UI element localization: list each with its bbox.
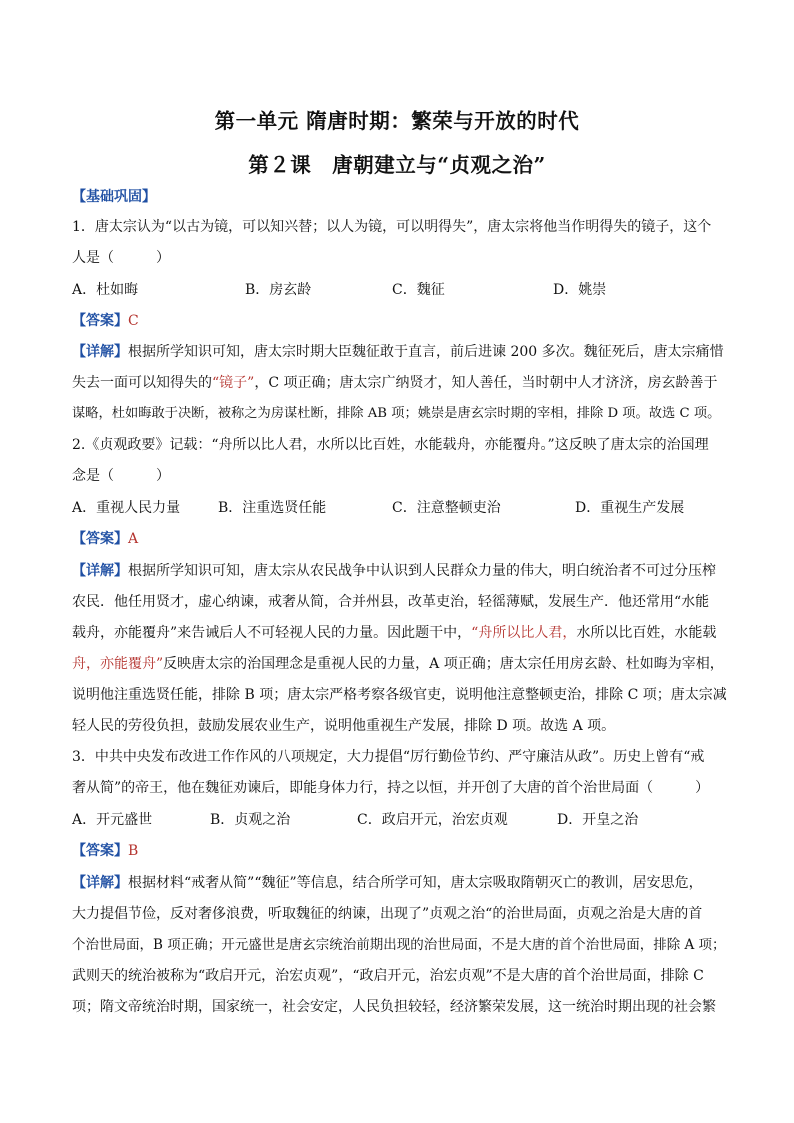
q2-detail-line-4: 舟，亦能覆舟”反映唐太宗的治国理念是重视人民的力量，A 项正确；唐太宗任用房玄龄、杜如晦为宰相， xyxy=(72,656,724,672)
q2-option-b: B．注重选贤任能 xyxy=(218,500,327,516)
q3-detail-line-1: 【详解】根据材料“戒奢从简”“魏征”等信息，结合所学可知，唐太宗吸取隋朝灭亡的教训，居安思危， xyxy=(72,875,703,891)
q1-answer xyxy=(72,310,732,332)
q3-stem-line-2: 奢从简”的帝王，他在魏征劝谏后，即能身体力行，持之以恒，并开创了大唐的首个治世局面（ ） xyxy=(72,780,710,796)
q2-stem-line-2: 念是（ ） xyxy=(72,468,170,484)
detail-tag: 【详解】 xyxy=(72,563,128,579)
answer-value: C xyxy=(128,313,139,329)
q1-stem-line-2: 人是（ ） xyxy=(72,250,170,266)
q1-option-b: B．房玄龄 xyxy=(245,282,312,298)
lesson-title: 第２课 唐朝建立与“贞观之治” xyxy=(248,153,546,177)
q2-option-d: D．重视生产发展 xyxy=(575,500,685,516)
q2-detail-line-1: 【详解】根据所学知识可知，唐太宗从农民战争中认识到人民群众力量的伟大，明白统治者不可过分压榨 xyxy=(72,563,716,579)
q3-detail-line-3: 个治世局面，B 项正确；开元盛世是唐玄宗统治前期出现的治世局面，不是大唐的首个治世局面，排除 A 项； xyxy=(72,937,726,953)
q2-detail-line-5: 说明他注重选贤任能，排除 B 项；唐太宗严格考察各级官吏，说明他注意整顿吏治，排除 C 项；唐太宗减 xyxy=(72,687,727,703)
q2-detail-line-2: 农民．他任用贤才，虚心纳谏，戒奢从简，合并州县，改革吏治，轻徭薄赋，发展生产．他还常用“水能 xyxy=(72,594,710,610)
highlight-text: 舟，亦能覆舟” xyxy=(72,656,164,672)
answer-tag: 【答案】 xyxy=(72,531,128,547)
q1-detail-line-3: 谋略，杜如晦敢于决断，被称之为房谋杜断，排除 AB 项；姚崇是唐玄宗时期的宰相，排除 D 项。故选 C 项。 xyxy=(72,406,721,421)
q3-answer xyxy=(72,840,732,862)
answer-tag: 【答案】 xyxy=(72,843,128,859)
answer-value: B xyxy=(128,843,139,859)
q3-stem-line-1: 3．中共中央发布改进工作作风的八项规定，大力提倡“厉行勤俭节约、严守廉洁从政”。历史上曾有“戒 xyxy=(72,749,705,765)
q3-detail-line-2: 大力提倡节俭，反对奢侈浪费，听取魏征的纳谏，出现了”贞观之治“的治世局面，贞观之治是大唐的首 xyxy=(72,906,703,922)
detail-tag: 【详解】 xyxy=(72,344,128,360)
q1-option-d: D．姚崇 xyxy=(553,282,607,298)
q2-option-a: A．重视人民力量 xyxy=(72,500,181,516)
answer-value: A xyxy=(128,531,139,547)
highlight-text: “舟所以比人君， xyxy=(471,625,577,641)
q1-option-c: C．魏征 xyxy=(392,282,445,298)
q3-option-c: C．政启开元，治宏贞观 xyxy=(357,812,508,828)
section-tag: 【基础巩固】 xyxy=(72,189,156,205)
q2-option-c: C．注意整顿吏治 xyxy=(392,500,501,516)
unit-title: 第一单元 隋唐时期：繁荣与开放的时代 xyxy=(214,109,580,133)
q2-stem-line-1: 2.《贞观政要》记载：“舟所以比人君，水所以比百姓，水能载舟，亦能覆舟。”这反映了唐太宗的治国理 xyxy=(72,437,709,453)
highlight-text: “镜子” xyxy=(212,375,255,391)
q2-answer xyxy=(72,528,732,550)
q2-detail-line-3: 载舟，亦能覆舟”来告诫后人不可轻视人民的力量。因此题干中，“舟所以比人君，水所以比百姓，水能载 xyxy=(72,625,717,641)
q1-detail-line-1: 【详解】根据所学知识可知，唐太宗时期大臣魏征敢于直言，前后进谏 200 多次。魏征死后，唐太宗痛惜 xyxy=(72,344,724,360)
q1-stem-line-1: 1．唐太宗认为“以古为镜，可以知兴替；以人为镜，可以明得失”，唐太宗将他当作明得失的镜子，这个 xyxy=(72,219,712,235)
q1-option-a: A．杜如晦 xyxy=(72,282,139,298)
q2-detail-line-6: 轻人民的劳役负担，鼓励发展农业生产，说明他重视生产发展，排除 D 项。故选 A 项。 xyxy=(72,718,616,734)
q1-detail-line-2: 失去一面可以知得失的“镜子”，C 项正确；唐太宗广纳贤才，知人善任，当时朝中人才济济，房玄龄善于 xyxy=(72,375,718,391)
q3-option-a: A．开元盛世 xyxy=(72,812,153,828)
q3-detail-line-5: 项；隋文帝统治时期，国家统一，社会安定，人民负担较轻，经济繁荣发展，这一统治时期出现的社会繁 xyxy=(72,999,716,1015)
q3-option-d: D．开皇之治 xyxy=(557,812,639,828)
detail-tag: 【详解】 xyxy=(72,875,128,891)
q3-option-b: B．贞观之治 xyxy=(210,812,291,828)
answer-tag: 【答案】 xyxy=(72,313,128,329)
q3-detail-line-4: 武则天的统治被称为“政启开元，治宏贞观”，“政启开元，治宏贞观”不是大唐的首个治世局面，排除 C xyxy=(72,968,704,984)
